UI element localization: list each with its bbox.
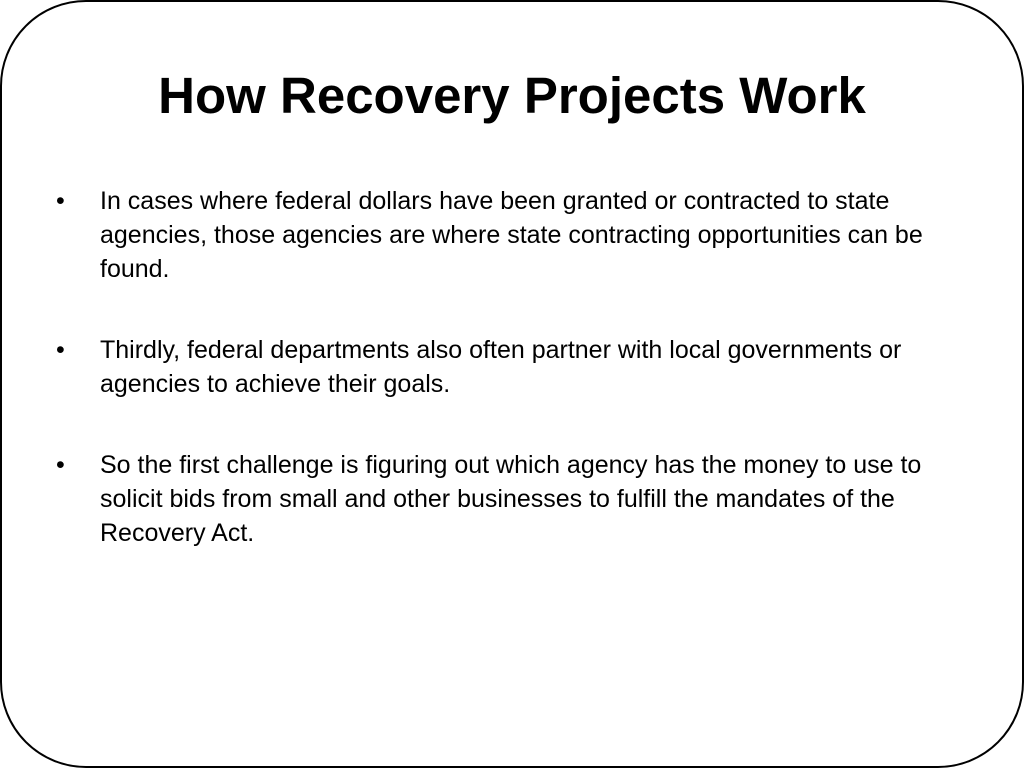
bullet-item <box>56 184 956 286</box>
bullet-marker: • <box>56 336 65 364</box>
bullet-text: So the first challenge is figuring out which agency has the money to use to solicit bids from small and other businesses to fulfill the mandates of the Recovery Act. <box>100 451 922 547</box>
bullet-marker: • <box>56 451 65 479</box>
bullet-list <box>56 184 956 597</box>
bullet-text: Thirdly, federal departments also often partner with local governments or agencies to achieve their goals. <box>100 336 902 398</box>
bullet-text: In cases where federal dollars have been granted or contracted to state agencies, those agencies are where state contracting opportunities can be found. <box>100 187 923 283</box>
bullet-item <box>56 333 956 401</box>
bullet-marker: • <box>56 187 65 215</box>
slide-title: How Recovery Projects Work <box>158 67 866 124</box>
bullet-item <box>56 448 956 550</box>
